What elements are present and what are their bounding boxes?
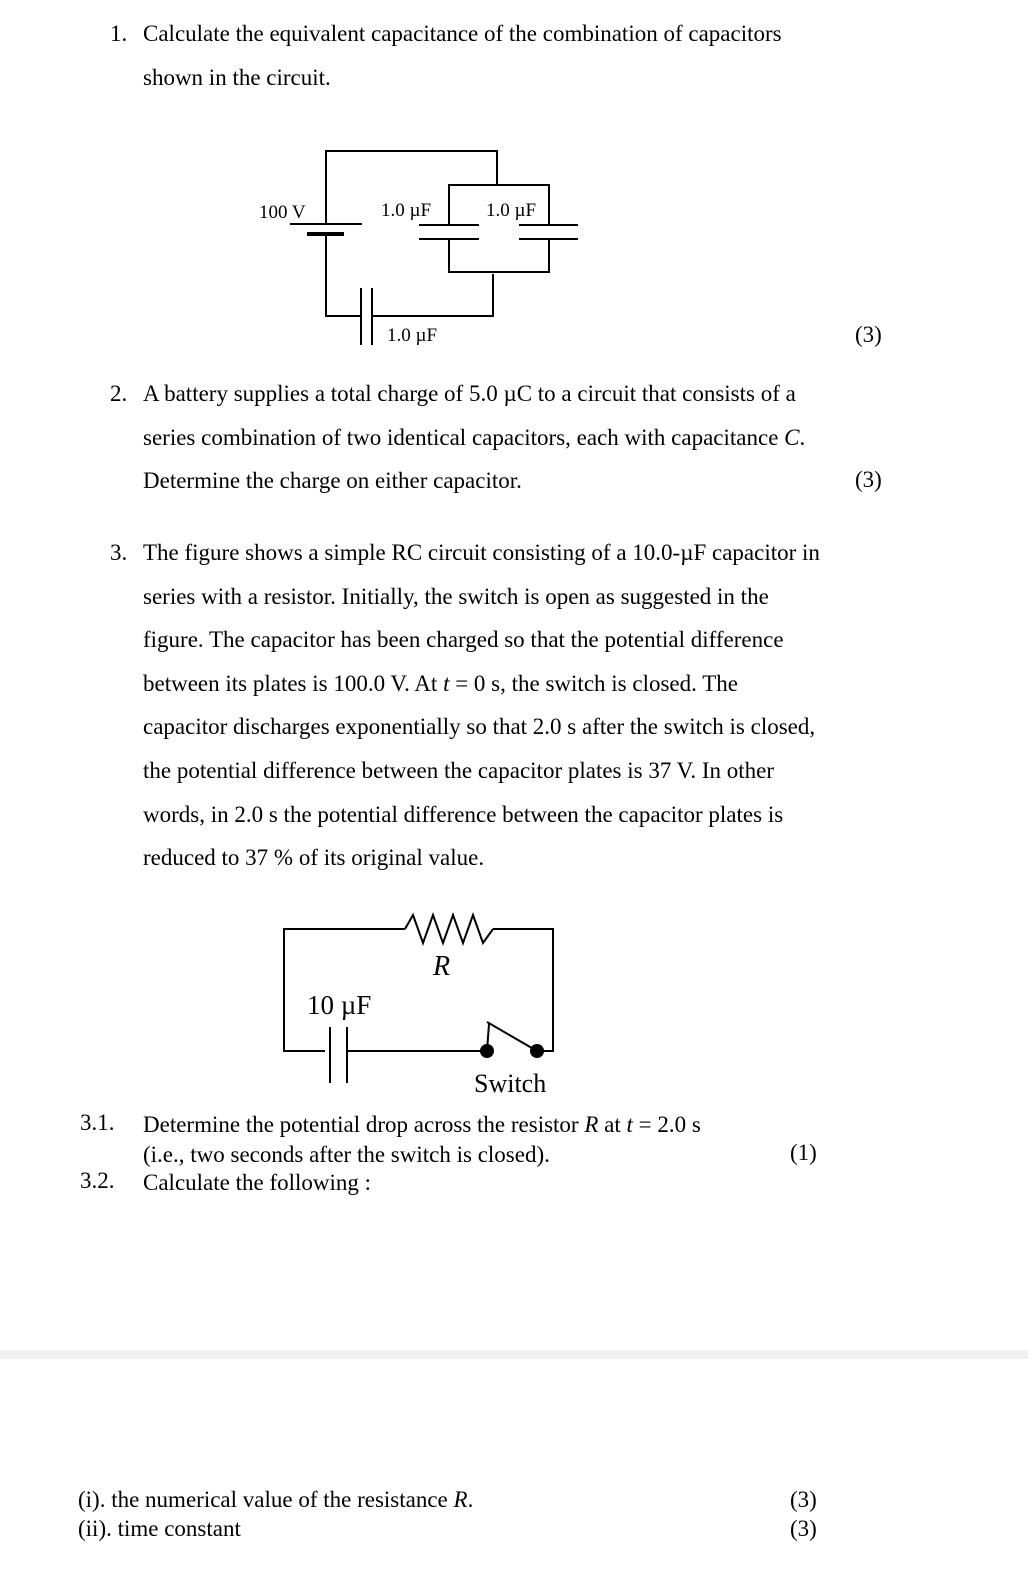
time-variable: t [443, 670, 450, 696]
question-1-marks: (3) [855, 322, 882, 347]
page-separator-band [0, 1350, 1028, 1359]
subquestion-3-1-text [143, 1110, 701, 1170]
question-2-line-3: Determine the charge on either capacitor. [143, 468, 522, 494]
part-i-marks: (3) [790, 1487, 817, 1512]
question-2-marks: (3) [855, 467, 882, 492]
circuit-wire-bottom-right [373, 274, 493, 316]
question-2-text [143, 372, 805, 503]
switch-contact-left [480, 1044, 494, 1058]
part-ii-text: (ii). time constant [78, 1516, 241, 1541]
rc-capacitor-label: 10 µF [307, 990, 372, 1020]
capacitor-top-left-label: 1.0 µF [381, 200, 432, 221]
battery-voltage-label: 100 V [259, 202, 306, 223]
subquestion-3-1-line-1-text: Determine the potential drop across the resistor [143, 1112, 585, 1137]
subquestion-3-1-line-2: (i.e., two seconds after the switch is closed). [143, 1142, 550, 1167]
subquestion-3-2-text: Calculate the following : [143, 1170, 372, 1195]
switch-contact-right [530, 1044, 544, 1058]
capacitor-combination-circuit [0, 0, 1028, 360]
part-ii-marks: (3) [790, 1516, 817, 1541]
parallel-wire-bottom [449, 240, 549, 272]
circuit-wire-left [326, 234, 360, 316]
part-i-text [78, 1487, 473, 1513]
question-2-line-1: A battery supplies a total charge of 5.0 µC to a circuit that consists of a [143, 381, 796, 406]
question-2-line-2-end: . [799, 424, 806, 450]
switch-label: Switch [474, 1069, 547, 1098]
capacitance-variable: C [784, 424, 800, 450]
resistor-zigzag [405, 915, 493, 943]
question-3-line-4 [143, 662, 820, 706]
time-variable-3-1: t [626, 1112, 633, 1137]
question-3-line-6: the potential difference between the capacitor plates is 37 V. In other [143, 757, 774, 783]
question-3-line-1: The figure shows a simple RC circuit consisting of a 10.0-µF capacitor in [143, 540, 820, 565]
question-2-line-2 [143, 416, 805, 460]
resistance-variable: R [584, 1112, 599, 1137]
resistor-label: R [433, 951, 451, 982]
question-3-line-5: capacitor discharges exponentially so that 2.0 s after the switch is closed, [143, 714, 816, 740]
part-i-label: (i). the numerical value of the resistance [78, 1487, 454, 1512]
question-1-line-1: Calculate the equivalent capacitance of the combination of capacitors [143, 21, 782, 46]
subquestion-3-2-number: 3.2. [80, 1168, 115, 1193]
subquestion-3-1-marks: (1) [790, 1140, 817, 1165]
question-1-number: 1. [110, 21, 128, 46]
question-2-number: 2. [110, 381, 128, 406]
question-2-line-2-text: series combination of two identical capacitors, each with capacitance [143, 424, 785, 450]
question-3-number: 3. [110, 540, 128, 565]
question-3-line-2: series with a resistor. Initially, the switch is open as suggested in the [143, 583, 769, 609]
question-3-line-8: reduced to 37 % of its original value. [143, 845, 485, 871]
switch-lever [487, 1022, 537, 1051]
question-3-line-7: words, in 2.0 s the potential difference between the capacitor plates is [143, 801, 784, 827]
capacitor-top-right-label: 1.0 µF [486, 200, 537, 221]
question-3-line-3: figure. The capacitor has been charged so that the potential difference [143, 627, 784, 653]
question-3-line-4-end: = 0 s, the switch is closed. The [449, 670, 738, 696]
rc-circuit-diagram [0, 900, 1028, 1110]
question-1-line-2: shown in the circuit. [143, 64, 331, 90]
capacitor-bottom-label: 1.0 µF [387, 325, 438, 346]
subquestion-3-1-line-1 [143, 1110, 701, 1140]
subquestion-3-1-at: at [598, 1112, 627, 1137]
rc-wire-right [493, 929, 553, 1051]
question-3-text [143, 531, 820, 880]
question-3-line-4-text: between its plates is 100.0 V. At [143, 670, 444, 696]
subquestion-3-1-number: 3.1. [80, 1110, 115, 1135]
part-i-resistance-variable: R [453, 1487, 468, 1512]
part-i-end: . [467, 1487, 474, 1512]
subquestion-3-1-time-value: = 2.0 s [632, 1112, 701, 1137]
